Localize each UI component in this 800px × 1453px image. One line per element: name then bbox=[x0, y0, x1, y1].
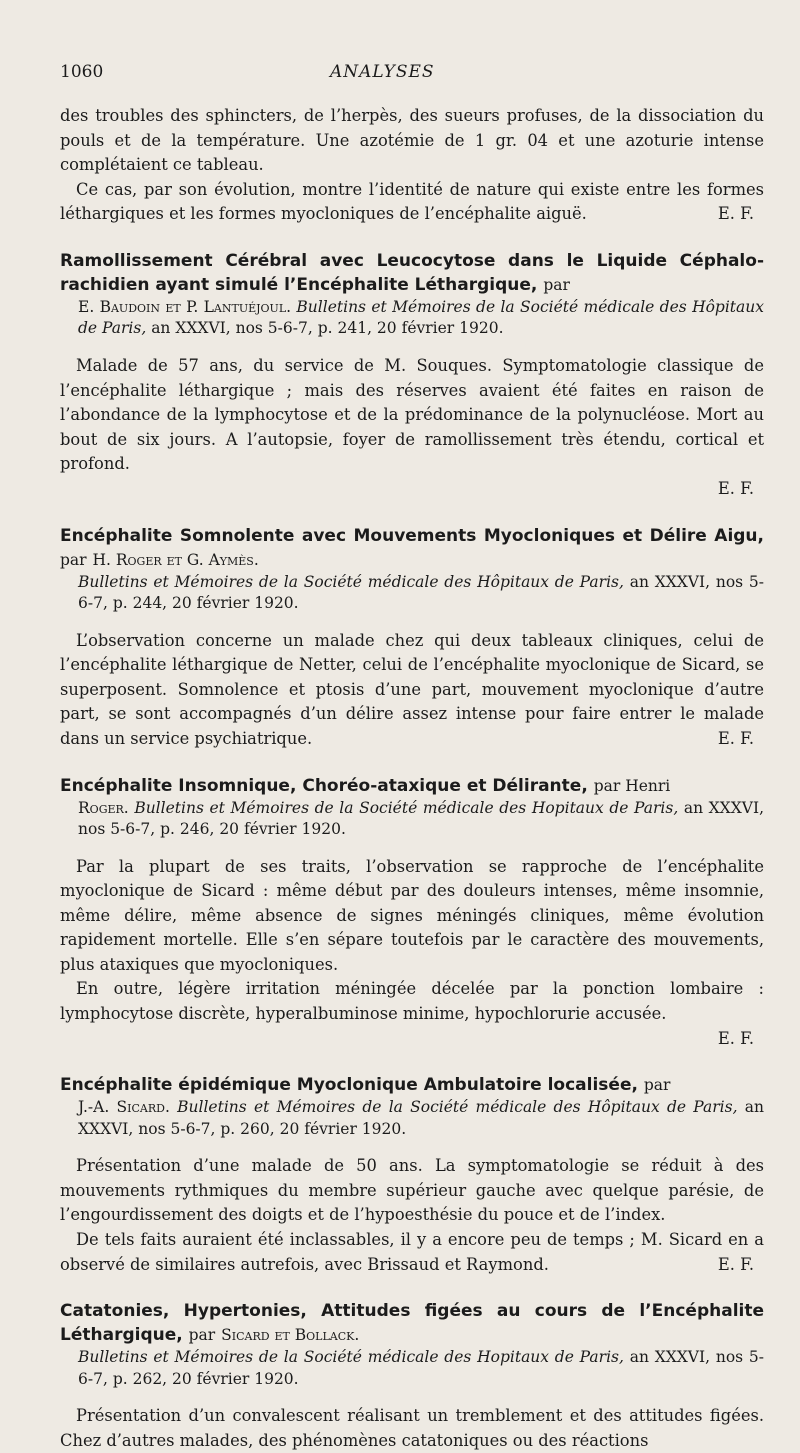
article-reference bbox=[60, 1097, 764, 1140]
article-authors: Sicard et Bollack. bbox=[221, 1326, 360, 1345]
article-paragraph-text: L’observation concerne un malade chez qui deux tableaux cliniques, celui de l’encéphalite léthargique de Netter, celui de l’encéphalite myoclonique de Sicard, se superposent. Somnolence et ptosis d’une part, mouvement myoclonique d’autre part, se sont accompagnés d’un délire assez intense pour faire entrer le malade dans un service psychiatrique. bbox=[60, 630, 764, 748]
article-reference bbox=[60, 572, 764, 615]
signature: E. F. bbox=[717, 1254, 754, 1274]
article-title-text: Encéphalite Somnolente avec Mouvements Myocloniques et Délire Aigu, bbox=[60, 525, 764, 546]
article-paragraph bbox=[60, 629, 764, 752]
article-paragraph: En outre, légère irritation méningée décelée par la ponction lombaire : lymphocytose discrète, hyperalbuminose minime, hypochlorurie accusée. bbox=[60, 979, 764, 1024]
article-title bbox=[60, 1073, 764, 1097]
article-2 bbox=[60, 524, 764, 752]
article-details: an XXXVI, nos 5-6-7, p. 262, 20 février 1920. bbox=[78, 1348, 764, 1388]
article-by: par bbox=[60, 550, 87, 569]
article-details: an XXXVI, nos 5-6-7, p. 244, 20 février 1920. bbox=[78, 572, 764, 613]
article-paragraph-text: De tels faits auraient été inclassables, il y a encore peu de temps ; M. Sicard en a observé de similaires autrefois, avec Brissaud et Raymond. bbox=[60, 1230, 764, 1274]
running-title: ANALYSES bbox=[330, 62, 435, 82]
article-reference bbox=[60, 297, 764, 340]
article-title bbox=[60, 1299, 764, 1347]
signature: E. F. bbox=[717, 204, 754, 224]
article-1 bbox=[60, 249, 764, 502]
signature: E. F. bbox=[717, 728, 754, 748]
article-ref-lead: par bbox=[188, 1326, 216, 1345]
article-authors: J.-A. Sicard. bbox=[78, 1098, 170, 1117]
article-authors: H. Roger et G. Aymès. bbox=[92, 550, 259, 569]
article-by: par Henri bbox=[593, 776, 671, 795]
article-by: par bbox=[543, 275, 570, 294]
article-paragraph: Présentation d’un convalescent réalisant un tremblement et des attitudes figées. Chez d’autres malades, des phénomènes catatoniques ou des réactions bbox=[60, 1406, 764, 1450]
article-title-text: Encéphalite Insomnique, Choréo-ataxique et Délirante, bbox=[60, 775, 588, 796]
article-paragraph: Par la plupart de ses traits, l’observation se rapproche de l’encéphalite myoclonique de Sicard : même début par des douleurs intenses, même insomnie, même délire, même absence de signes méningés cliniques, même évolution rapidement mortelle. Elle s’en sépare toutefois par le caractère des mouvements, plus ataxiques que myocloniques. bbox=[60, 856, 764, 974]
article-title bbox=[60, 524, 764, 572]
article-journal: Bulletins et Mémoires de la Société médicale des Hôpitaux de Paris, bbox=[177, 1098, 738, 1117]
article-4 bbox=[60, 1073, 764, 1277]
article-paragraph bbox=[60, 1228, 764, 1277]
article-journal: Bulletins et Mémoires de la Société médicale des Hôpitaux de Paris, bbox=[78, 297, 764, 338]
article-journal: Bulletins et Mémoires de la Société médicale des Hôpitaux de Paris, bbox=[78, 572, 624, 591]
article-title bbox=[60, 249, 764, 297]
article-5 bbox=[60, 1299, 764, 1453]
article-reference bbox=[60, 1347, 764, 1390]
intro-paragraph-2 bbox=[60, 178, 764, 227]
intro-abstract bbox=[60, 104, 764, 227]
article-details: an XXXVI, nos 5-6-7, p. 246, 20 février 1920. bbox=[78, 798, 764, 838]
article-reference bbox=[60, 798, 764, 841]
article-journal: Bulletins et Mémoires de la Société médicale des Hopitaux de Paris, bbox=[78, 1348, 624, 1367]
article-title-text: Catatonies, Hypertonies, Attitudes figées au cours de l’Encéphalite Léthargique, bbox=[60, 1301, 764, 1346]
article-authors: E. Baudoin et P. Lantuéjoul. bbox=[78, 297, 292, 316]
article-details: an XXXVI, nos 5-6-7, p. 241, 20 février 1920. bbox=[151, 319, 504, 338]
article-journal: Bulletins et Mémoires de la Société médicale des Hopitaux de Paris, bbox=[134, 798, 679, 817]
article-details: an XXXVI, nos 5-6-7, p. 260, 20 février 1920. bbox=[78, 1098, 764, 1138]
signature: E. F. bbox=[717, 478, 754, 498]
intro-paragraph-2-text: Ce cas, par son évolution, montre l’identité de nature qui existe entre les formes léthargiques et les formes myocloniques de l’encéphalite aiguë. bbox=[60, 179, 764, 224]
article-title-text: Ramollissement Cérébral avec Leucocytose dans le Liquide Céphalo-rachidien ayant simulé l’Encéphalite Léthargique, bbox=[60, 250, 764, 295]
signature: E. F. bbox=[717, 1028, 754, 1048]
article-by: par bbox=[643, 1076, 671, 1095]
article-paragraph: Présentation d’une malade de 50 ans. La symptomatologie se réduit à des mouvements rythmiques du membre supérieur gauche avec quelque parésie, de l’engourdissement des doigts et de l’hypoesthésie du pouce et de l’index. bbox=[60, 1156, 764, 1225]
page-number: 1060 bbox=[60, 62, 104, 82]
article-title-text: Encéphalite épidémique Myoclonique Ambulatoire localisée, bbox=[60, 1075, 638, 1096]
intro-paragraph-1: des troubles des sphincters, de l’herpès, des sueurs profuses, de la dissociation du pouls et de la température. Une azotémie de 1 gr. 04 et une azoturie intense complétaient ce tableau. bbox=[60, 106, 764, 175]
article-authors: Roger. bbox=[78, 798, 129, 817]
article-3 bbox=[60, 774, 764, 1052]
running-head bbox=[60, 62, 764, 82]
article-title bbox=[60, 774, 764, 798]
article-paragraph: Malade de 57 ans, du service de M. Souques. Symptomatologie classique de l’encéphalite léthargique ; mais des réserves avaient été faites en raison de l’abondance de la lymphocytose et de la prédominance de la polynucléose. Mort au bout de six jours. A l’autopsie, foyer de ramollissement très étendu, cortical et profond. bbox=[60, 355, 764, 474]
